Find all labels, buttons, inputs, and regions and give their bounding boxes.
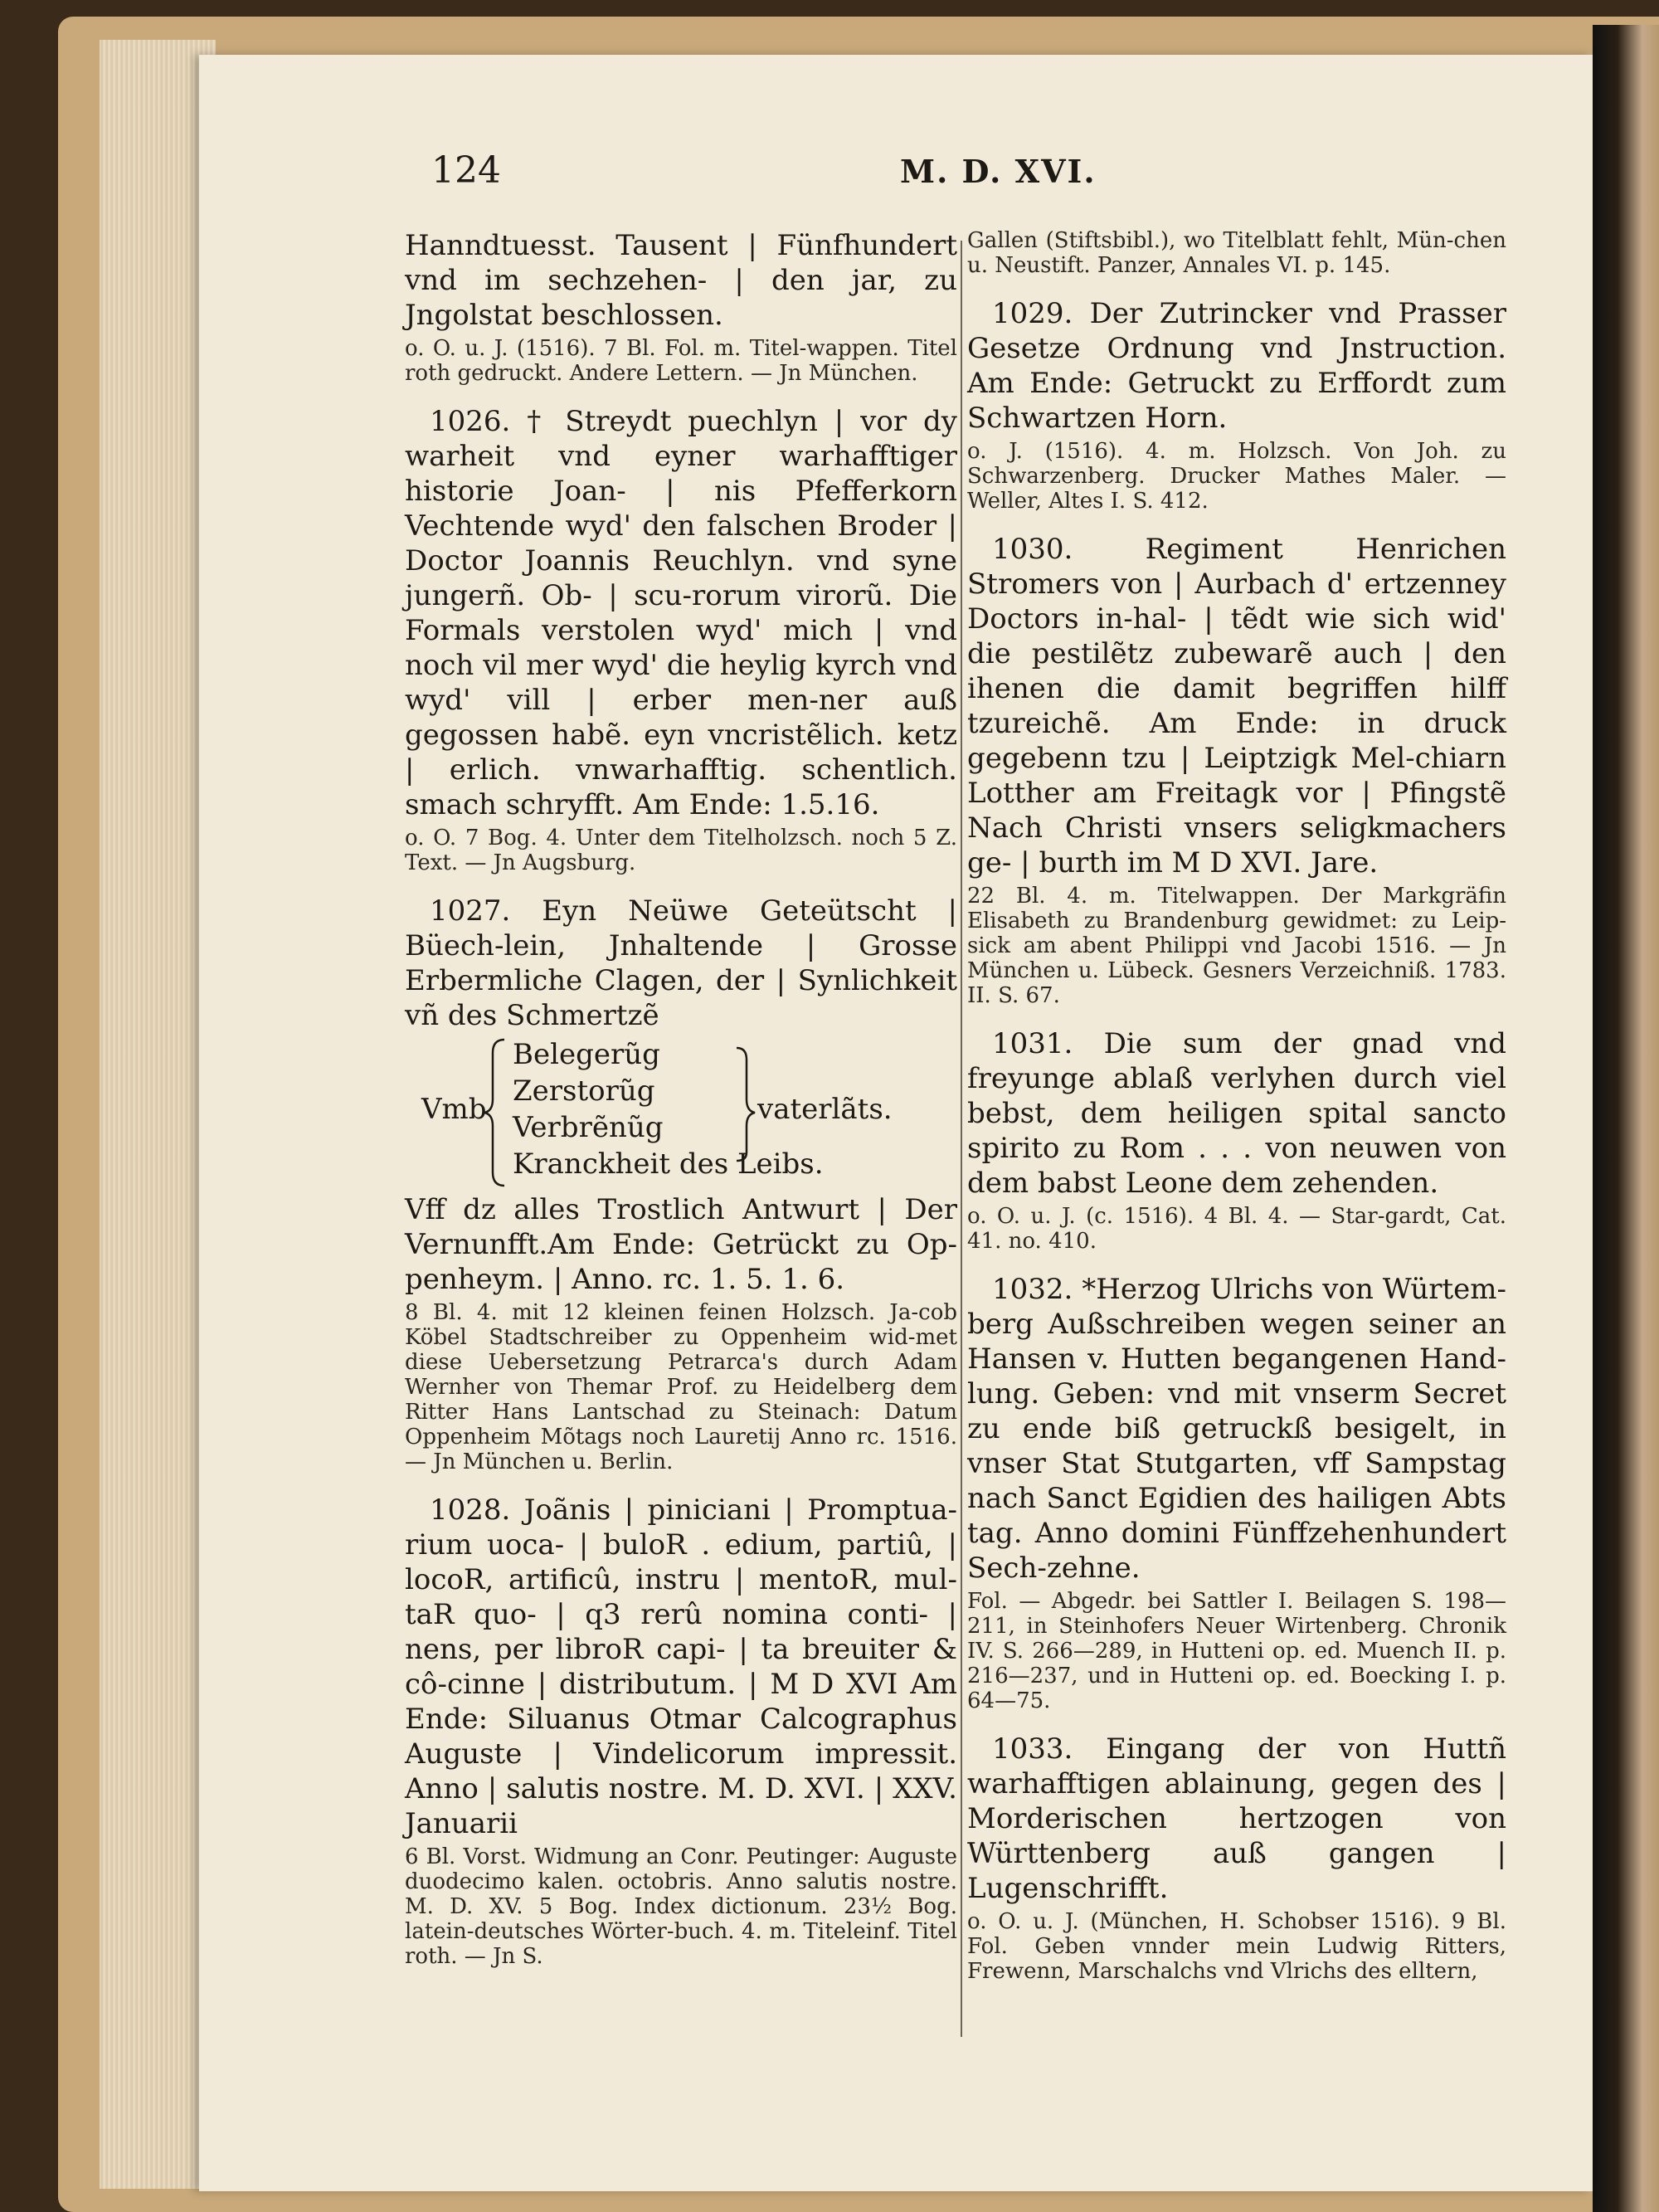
entry-note: o. J. (1516). 4. m. Holzsch. Von Joh. zu Schwarzenberg. Drucker Mathes Maler. — Weller, Altes I. S. 412. xyxy=(967,439,1506,514)
entry-1027 xyxy=(405,894,957,1474)
running-title: M. D. XVI. xyxy=(900,153,1097,190)
entry-number: 1028. xyxy=(430,1493,511,1527)
entry-number: 1033. xyxy=(992,1732,1073,1766)
entry-note: Fol. — Abgedr. bei Sattler I. Beilagen S. 198—211, in Steinhofers Neuer Wirtenberg. Chronik IV. S. 266—289, in Hutteni op. ed. Muench II. p. 216—237, und in Hutteni op. ed. Boecking I. p. 64—75. xyxy=(967,1589,1506,1713)
facing-page-edge xyxy=(1593,25,1659,2212)
entry-1033 xyxy=(967,1732,1506,1984)
entry-note: 22 Bl. 4. m. Titelwappen. Der Markgräfin Elisabeth zu Brandenburg gewidmet: zu Leip-sick am abent Philippi vnd Jacobi 1516. — Jn München u. Lübeck. Gesners Verzeichniß. 1783. II. S. 67. xyxy=(967,884,1506,1008)
entry-note: o. O. u. J. (1516). 7 Bl. Fol. m. Titel-wappen. Titel roth gedruckt. Andere Lettern. — Jn München. xyxy=(405,336,957,386)
running-header xyxy=(431,149,1506,199)
entry-text-continued: Vff dz alles Trostlich Antwurt | Der Vernunfft.Am Ende: Getrückt zu Op-penheym. | Anno. rc. 1. 5. 1. 6. xyxy=(405,1193,957,1296)
brace-list xyxy=(405,1036,957,1189)
entry-number: 1026. xyxy=(430,405,511,438)
brace-right-label: vaterlãts. xyxy=(757,1093,893,1126)
entry-note: o. O. u. J. (München, H. Schobser 1516). 9 Bl. Fol. Geben vnnder mein Ludwig Ritters, Frewenn, Marschalchs vnd Vlrichs des elltern, xyxy=(967,1909,1506,1984)
entry-1032 xyxy=(967,1272,1506,1713)
entry-text: *Herzog Ulrichs von Würtem-berg Außschreiben wegen seiner an Hansen v. Hutten begangenen Hand-lung. Geben: vnd mit vnserm Secret zu ende biß getruckß besigelt, in vnser Stat Stutgarten, vff Sampstag nach Sanct Egidien des hailigen Abts tag. Anno domini Fünffzehenhundert Sech-zehne. xyxy=(967,1273,1506,1585)
entry-note: o. O. u. J. (c. 1516). 4 Bl. 4. — Star-gardt, Cat. 41. no. 410. xyxy=(967,1204,1506,1254)
entry-text: Joãnis | piniciani | Promptua-rium uoca- | buloR . edium, partiû, | locoR, artificû, instru | mentoR, mul-taR quo- | q3 rerû nomina conti- | nens, per libroR capi- | ta breuiter & cô-cinne | distributum. | M D XVI Am Ende: Siluanus Otmar Calcographus Auguste | Vindelicorum impressit. Anno | salutis nostre. M. D. XVI. | XXV. Januarii xyxy=(405,1493,957,1840)
entry-note: 6 Bl. Vorst. Widmung an Conr. Peutinger: Auguste duodecimo kalen. octobris. Anno salutis nostre. M. D. XV. 5 Bog. Index dictionum. 23½ Bog. latein-deutsches Wörter-buch. 4. m. Titeleinf. Titel roth. — Jn S. xyxy=(405,1844,957,1969)
entry-1028-continued xyxy=(967,228,1506,278)
entry-text: Eingang der von Huttñ warhafftigen ablainung, gegen des | Morderischen hertzogen von Württenberg auß gangen | Lugenschrifft. xyxy=(967,1732,1506,1905)
left-column xyxy=(405,228,957,1987)
entry-number: 1031. xyxy=(992,1027,1073,1060)
entry-text: Hanndtuesst. Tausent | Fünfhundert vnd im sechzehen- | den jar, zu Jngolstat beschlossen. xyxy=(405,229,957,332)
entry-text: Regiment Henrichen Stromers von | Aurbach d' ertzenney Doctors in-hal- | tẽdt wie sich wid' die pestilẽtz zubewarẽ auch | den ihenen die damit begriffen hilff tzureichẽ. Am Ende: in druck gegebenn tzu | Leiptzigk Mel-chiarn Lotther am Freitagk vor | Pfingstẽ Nach Christi vnsers seligkmachers ge- | burth im M D XVI. Jare. xyxy=(967,533,1506,879)
entry-note: Gallen (Stiftsbibl.), wo Titelblatt fehlt, Mün-chen u. Neustift. Panzer, Annales VI. p. 145. xyxy=(967,228,1506,278)
entry-text: Der Zutrincker vnd Prasser Gesetze Ordnung vnd Jnstruction. Am Ende: Getruckt zu Erffordt zum Schwartzen Horn. xyxy=(967,297,1506,435)
entry-number: 1030. xyxy=(992,533,1073,566)
entry-note: 8 Bl. 4. mit 12 kleinen feinen Holzsch. Ja-cob Köbel Stadtschreiber zu Oppenheim wid-met diese Uebersetzung Petrarca's durch Adam Wernher von Themar Prof. zu Heidelberg dem Ritter Hans Lantschad zu Steinach: Datum Oppenheim Mõtags noch Lauretij Anno rc. 1516. — Jn München u. Berlin. xyxy=(405,1300,957,1474)
entry-1025-continued xyxy=(405,228,957,386)
entry-text: Eyn Neüwe Geteütscht | Büech-lein, Jnhaltende | Grosse Erbermliche Clagen, der | Synlichkeit vñ des Schmertzẽ xyxy=(405,894,957,1032)
entry-1028 xyxy=(405,1493,957,1969)
entry-1030 xyxy=(967,532,1506,1008)
page-number: 124 xyxy=(431,149,501,192)
column-divider xyxy=(961,241,962,2037)
entry-1031 xyxy=(967,1026,1506,1254)
entry-note: o. O. 7 Bog. 4. Unter dem Titelholzsch. noch 5 Z. Text. — Jn Augsburg. xyxy=(405,826,957,875)
brace-item: Belegerũg xyxy=(513,1038,660,1071)
entry-text: Die sum der gnad vnd freyunge ablaß verlyhen durch viel bebst, dem heiligen spital sancto spirito zu Rom . . . von neuwen von dem babst Leone dem zehenden. xyxy=(967,1027,1507,1200)
brace-left-label: Vmb xyxy=(421,1093,487,1126)
brace-item: Verbrẽnũg xyxy=(513,1111,664,1144)
entry-1029 xyxy=(967,296,1506,514)
entry-text: † Streydt puechlyn | vor dy warheit vnd eyner warhafftiger historie Joan- | nis Pfefferkorn Vechtende wyd' den falschen Broder | Doctor Joannis Reuchlyn. vnd syne jungerñ. Ob- | scu-rorum virorũ. Die Formals verstolen wyd' mich | vnd noch vil mer wyd' die heylig kyrch vnd wyd' vill | erber men-ner auß gegossen habẽ. eyn vncristẽlich. ketz | erlich. vnwarhafftig. schentlich. smach schryfft. Am Ende: 1.5.16. xyxy=(405,405,957,821)
right-column xyxy=(967,228,1506,2002)
page-stack-edge xyxy=(100,40,216,2189)
brace-item: Zerstorũg xyxy=(513,1074,655,1108)
entry-1026 xyxy=(405,404,957,875)
entry-number: 1029. xyxy=(992,297,1073,330)
entry-number: 1027. xyxy=(430,894,511,928)
entry-number: 1032. xyxy=(992,1273,1073,1306)
brace-item: Kranckheit des Leibs. xyxy=(513,1147,824,1181)
